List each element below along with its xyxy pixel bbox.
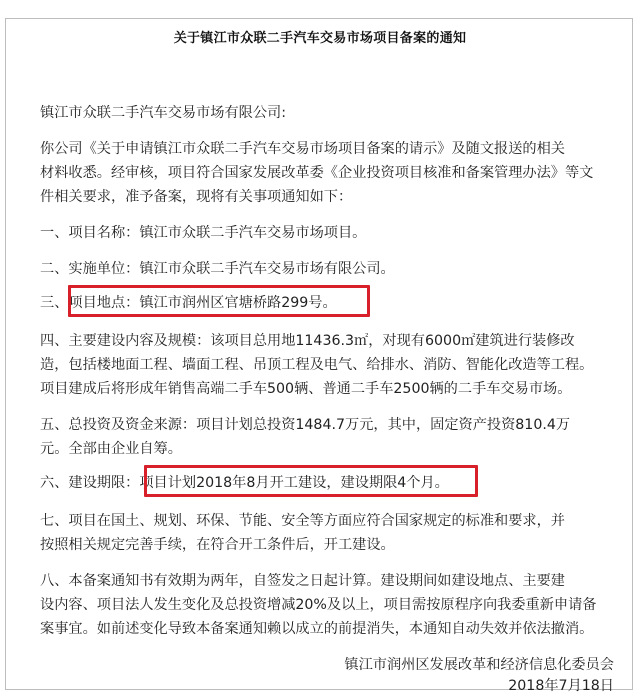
issuer: 镇江市润州区发展改革和经济信息化委员会	[344, 657, 614, 673]
item-validity-line-1: 八、本备案通知书有效期为两年，自签发之日起计算。建设期间如建设地点、主要建	[40, 573, 565, 589]
paragraph-intro-line-1: 你公司《关于申请镇江市众联二手汽车交易市场项目备案的请示》及随文报送的相关	[40, 141, 565, 157]
item-investment-line-1: 五、总投资及资金来源：项目计划总投资1484.7万元，其中，固定资产投资810.4万	[40, 417, 571, 433]
highlight-box-location	[68, 285, 370, 317]
item-construction-content-line-3: 项目建成后将形成年销售高端二手车500辆、普通二手车2500辆的二手车交易市场。	[40, 381, 572, 397]
item-validity-line-2: 设内容、项目法人发生变化及总投资增减20%及以上，项目需按原程序向我委重新申请备	[40, 597, 597, 613]
salutation: 镇江市众联二手汽车交易市场有限公司:	[40, 105, 286, 121]
paragraph-intro-line-2: 材料收悉。经审核，项目符合国家发展改革委《企业投资项目核准和备案管理办法》等文	[40, 165, 594, 181]
item-standards-line-2: 按照相关规定完善手续，在符合开工条件后，开工建设。	[40, 537, 395, 553]
item-validity-line-3: 案事宜。如前述变化导致本备案通知赖以成立的前提消失，本通知自动失效并依法撤消。	[40, 621, 594, 637]
item-implementing-unit: 二、实施单位：镇江市众联二手汽车交易市场有限公司。	[40, 261, 395, 277]
item-construction-content-line-1: 四、主要建设内容及规模：该项目总用地11436.3㎡，对现有6000㎡建筑进行装修改	[40, 333, 575, 349]
issue-date: 2018年7月18日	[508, 678, 614, 694]
item-construction-content-line-2: 造，包括楼地面工程、墙面工程、吊顶工程及电气、给排水、消防、智能化改造等工程。	[40, 357, 594, 373]
item-location-highlight: 项目地点：镇江市润州区官塘桥路299号。	[68, 295, 337, 311]
document-title: 关于镇江市众联二手汽车交易市场项目备案的通知	[173, 31, 467, 46]
paragraph-intro-line-3: 件相关要求，准予备案，现将有关事项通知如下：	[40, 189, 353, 205]
item-location-prefix: 三、	[40, 295, 69, 311]
item-period-highlight: 项目计划2018年8月开工建设，建设期限4个月。	[139, 475, 449, 491]
item-project-name: 一、项目名称：镇江市众联二手汽车交易市场项目。	[40, 225, 367, 241]
item-period-prefix: 六、建设期限：	[40, 475, 140, 491]
item-investment-line-2: 元。全部由企业自筹。	[40, 441, 182, 457]
item-standards-line-1: 七、项目在国土、规划、环保、节能、安全等方面应符合国家规定的标准和要求，并	[40, 513, 565, 529]
highlight-box-period	[144, 465, 478, 497]
